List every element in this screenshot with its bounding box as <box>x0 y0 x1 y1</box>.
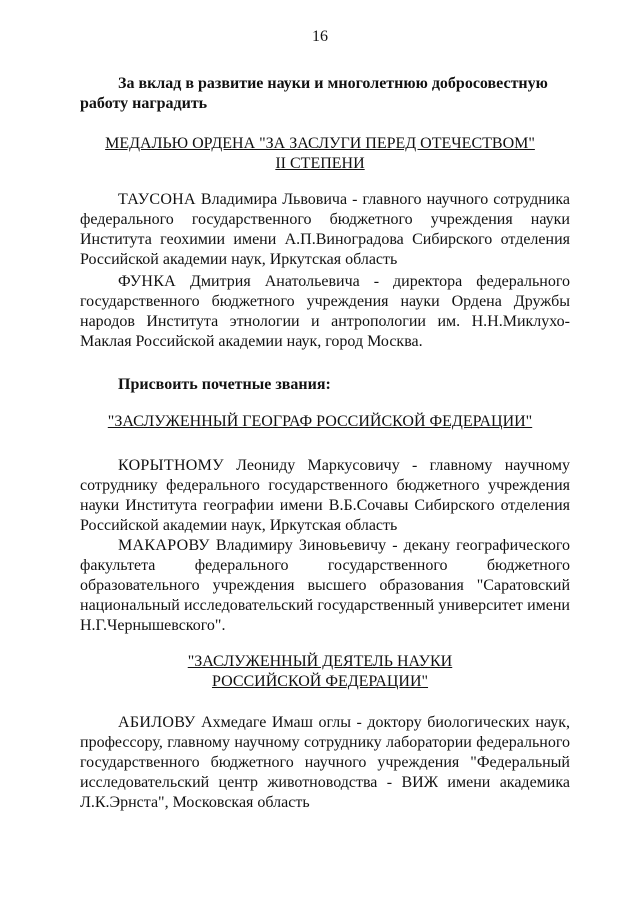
recipient-details: Владимиру Зиновьевичу - декану географического факультета федерального государственного бюджетного образовательного учреждения высшего образования "Саратовский национальный исследовательский государственный университет имени Н.Г.Чернышевского". <box>80 537 570 634</box>
title-scientist-line-2: РОССИЙСКОЙ ФЕДЕРАЦИИ" <box>211 673 429 690</box>
recipient-surname: ТАУСОНА <box>118 191 196 208</box>
recipient-details: Ахмедаге Имаш оглы - доктору биологических наук, профессору, главному научному сотруднику лаборатории федерального государственного бюджетного научного учреждения "Федеральный исследовательский центр животноводства - ВИЖ имени академика Л.К.Эрнста", Московская область <box>80 714 570 811</box>
award-medal-heading <box>60 134 580 174</box>
intro-line-2: работу наградить <box>80 95 208 112</box>
recipient-paragraph <box>80 713 570 813</box>
intro-statement <box>80 74 570 114</box>
recipient-paragraph <box>80 456 570 536</box>
award-medal-line-1: МЕДАЛЬЮ ОРДЕНА "ЗА ЗАСЛУГИ ПЕРЕД ОТЕЧЕСТВОМ" <box>105 135 535 152</box>
recipient-surname: КОРЫТНОМУ <box>118 457 224 474</box>
recipient-paragraph <box>80 190 570 270</box>
recipient-surname: ФУНКА <box>118 273 177 290</box>
title-scientist-heading <box>60 652 580 692</box>
intro-line-1: За вклад в развитие науки и многолетнюю добросовестную <box>118 75 548 92</box>
recipient-paragraph <box>80 536 570 636</box>
recipient-paragraph <box>80 272 570 352</box>
page-number: 16 <box>312 28 328 45</box>
honorary-titles-heading: Присвоить почетные звания: <box>118 376 331 393</box>
recipient-details: Дмитрия Анатольевича - директора федерального государственного бюджетного учреждения науки Ордена Дружбы народов Института этнологии и антропологии им. Н.Н.Миклухо-Маклая Российской академии наук, город Москва. <box>80 273 570 350</box>
title-geographer-heading <box>60 412 580 432</box>
title-geographer-line: "ЗАСЛУЖЕННЫЙ ГЕОГРАФ РОССИЙСКОЙ ФЕДЕРАЦИИ" <box>107 413 533 430</box>
award-medal-line-2: II СТЕПЕНИ <box>275 155 365 172</box>
recipient-details: Владимира Львовича - главного научного сотрудника федерального государственного бюджетного учреждения науки Института геохимии имени А.П.Виноградова Сибирского отделения Российской академии наук, Иркутская область <box>80 191 570 268</box>
recipient-surname: МАКАРОВУ <box>118 537 210 554</box>
recipient-surname: АБИЛОВУ <box>118 714 196 731</box>
title-scientist-line-1: "ЗАСЛУЖЕННЫЙ ДЕЯТЕЛЬ НАУКИ <box>187 653 453 670</box>
recipient-details: Леониду Маркусовичу - главному научному сотруднику федерального государственного бюджетного учреждения науки Института географии имени В.Б.Сочавы Сибирского отделения Российской академии наук, Иркутская область <box>80 457 570 534</box>
